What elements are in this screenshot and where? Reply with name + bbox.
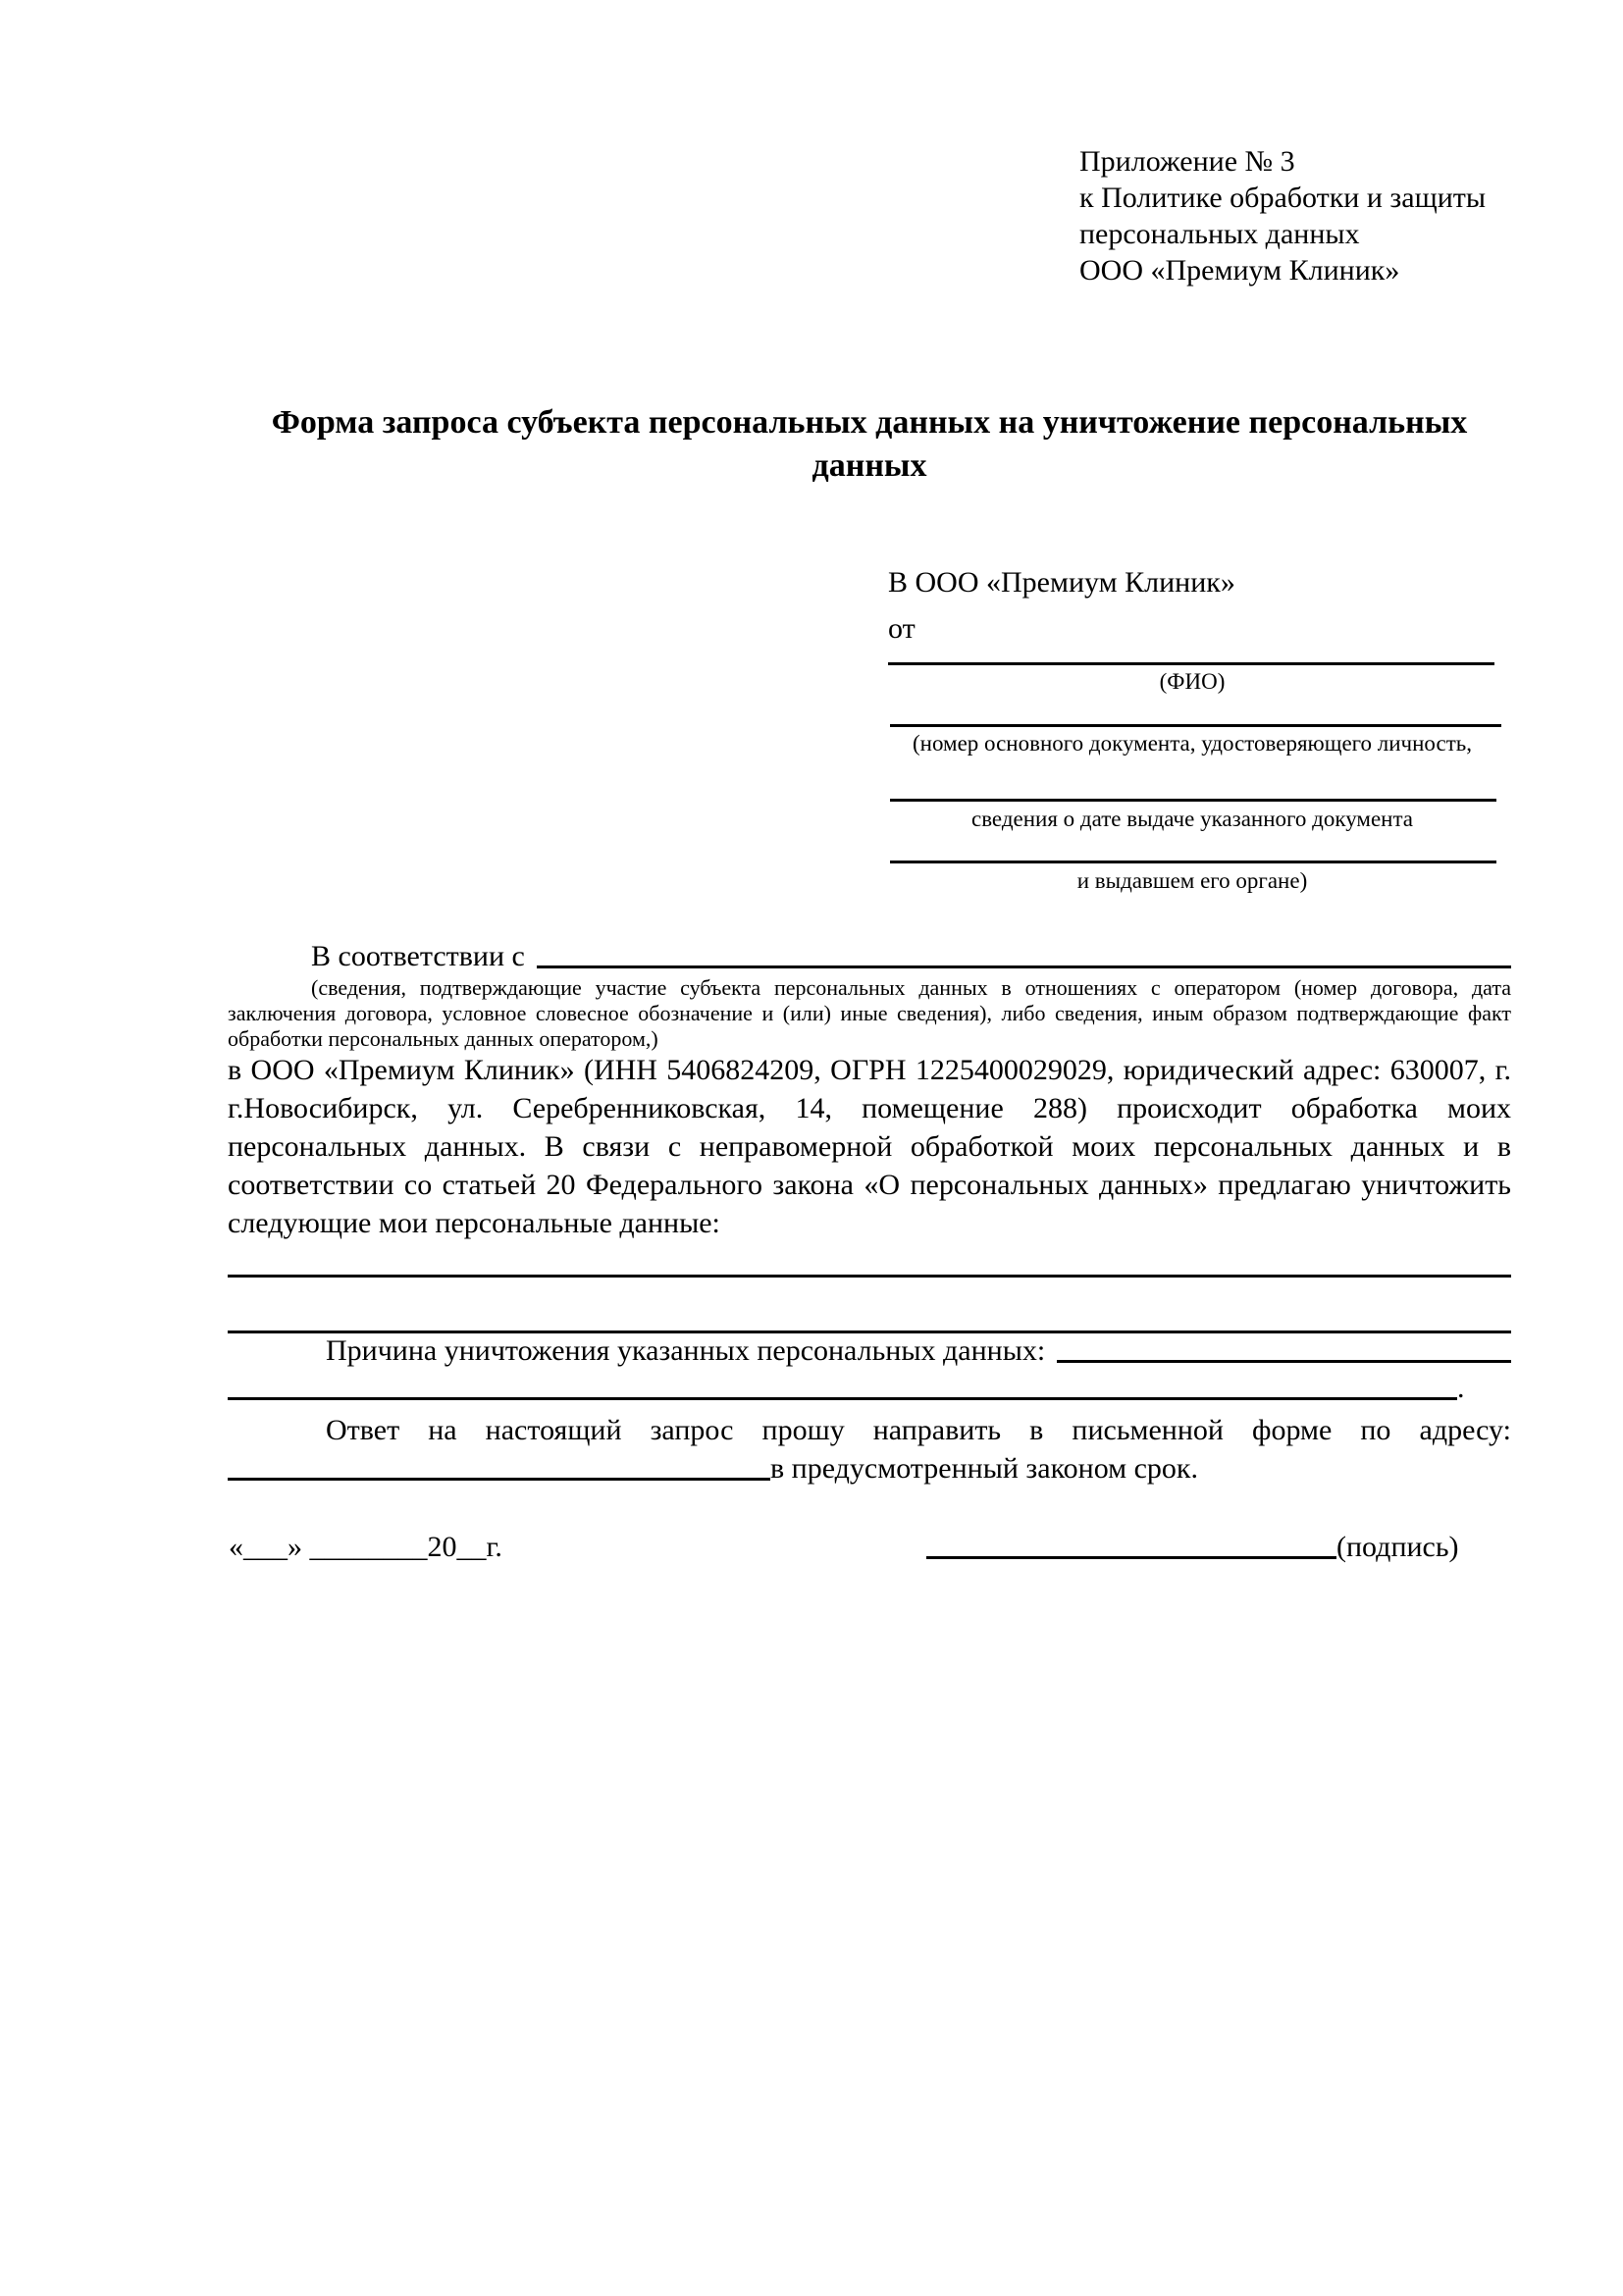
answer-tail-text: в предусмотренный законом срок. xyxy=(770,1452,1198,1485)
period-mark: . xyxy=(1457,1372,1465,1404)
reason-blank-line-2 xyxy=(228,1397,1457,1400)
id-document-blank-line xyxy=(890,724,1501,727)
data-blank-line-2 xyxy=(228,1331,1511,1333)
issuing-authority-caption: и выдавшем его органе) xyxy=(1076,868,1308,893)
id-document-caption: (номер основного документа, удостоверяющего личность, xyxy=(912,731,1472,756)
addressee-to: В ООО «Премиум Клиник» xyxy=(888,566,1235,599)
signature-blank-line xyxy=(926,1556,1336,1559)
addressee-from-label: от xyxy=(888,612,916,645)
reason-label: Причина уничтожения указанных персональных данных: xyxy=(326,1334,1046,1367)
issuing-authority-blank-line xyxy=(890,861,1496,863)
reason-continuation-row xyxy=(228,1372,1511,1405)
reason-blank-line xyxy=(1057,1360,1511,1363)
answer-request-text: Ответ на настоящий запрос прошу направить в письменной форме по адресу: xyxy=(326,1414,1511,1446)
appendix-block xyxy=(1079,143,1486,288)
date-blank xyxy=(229,1531,502,1564)
appendix-line: ООО «Премиум Клиник» xyxy=(1079,254,1400,287)
page-title: Форма запроса субъекта персональных данных на уничтожение персональных данных xyxy=(271,404,1468,484)
signature-caption: (подпись) xyxy=(1336,1531,1459,1563)
appendix-line: персональных данных xyxy=(1079,218,1360,250)
fio-caption: (ФИО) xyxy=(1159,669,1226,694)
accordance-row xyxy=(228,940,1511,973)
issue-date-caption: сведения о дате выдаче указанного документа xyxy=(970,807,1414,831)
data-blank-line-1 xyxy=(228,1275,1511,1278)
answer-address-row xyxy=(228,1452,1511,1486)
address-blank-line xyxy=(228,1478,770,1481)
appendix-line: Приложение № 3 xyxy=(1079,145,1295,178)
reason-row xyxy=(228,1334,1511,1368)
signature-row xyxy=(926,1531,1511,1564)
main-paragraph: в ООО «Премиум Клиник» (ИНН 5406824209, ОГРН 1225400029029, юридический адрес: 630007, г. г.Новосибирск, ул. Серебренниковская, 14, помещение 288) происходит обработка моих персональных данных. В связи с неправомерной обработкой моих персональных данных и в соответствии со статьей 20 Федерального закона «О персональных данных» предлагаю уничтожить следующие мои персональные данные: xyxy=(228,1054,1511,1239)
accordance-prefix: В соответствии с xyxy=(311,940,525,972)
accordance-note: (сведения, подтверждающие участие субъекта персональных данных в отношениях с оператором (номер договора, дата заключения договора, условное словесное обозначение и (или) иные сведения), либо сведения, иным образом подтверждающие факт обработки персональных данных оператором,) xyxy=(228,975,1511,1051)
accordance-blank-line xyxy=(537,965,1511,968)
issue-date-blank-line xyxy=(890,799,1496,802)
date-blank-text: «___» ________20__г. xyxy=(229,1531,502,1563)
appendix-line: к Политике обработки и защиты xyxy=(1079,182,1487,214)
fio-blank-line xyxy=(888,662,1494,665)
